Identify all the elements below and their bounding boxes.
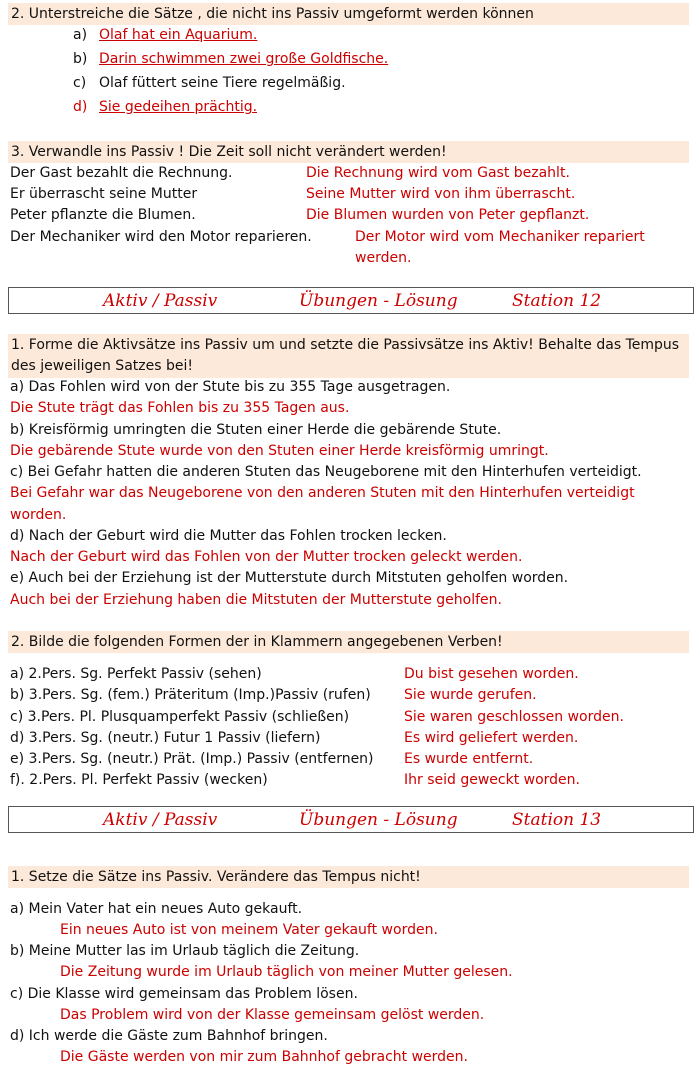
sec2-item-b bbox=[73, 49, 388, 70]
s12-answer-b: Die gebärende Stute wurde von den Stuten einer Herde kreisförmig umringt. bbox=[10, 443, 549, 459]
s12-form-a: a) 2.Pers. Sg. Perfekt Passiv (sehen) bbox=[10, 666, 262, 682]
sec3-active-3: Peter pflanzte die Blumen. bbox=[10, 207, 196, 223]
s12-task-2-heading: 2. Bilde die folgenden Formen der in Klammern angegebenen Verben! bbox=[8, 631, 689, 653]
item-text-underlined: Darin schwimmen zwei große Goldfische. bbox=[99, 51, 389, 67]
s12-form-e-answer: Es wurde entfernt. bbox=[404, 751, 534, 767]
item-letter: b) bbox=[73, 51, 88, 67]
s12-answer-c-cont: worden. bbox=[10, 507, 67, 523]
sec2-item-d bbox=[73, 97, 257, 118]
s12-form-d-answer: Es wird geliefert werden. bbox=[404, 730, 579, 746]
s12-form-a-answer: Du bist gesehen worden. bbox=[404, 666, 579, 682]
s13-question-c: c) Die Klasse wird gemeinsam das Problem lösen. bbox=[10, 986, 358, 1002]
s13-answer-a: Ein neues Auto ist von meinem Vater gekauft worden. bbox=[60, 922, 438, 938]
s12-form-b: b) 3.Pers. Sg. (fem.) Präteritum (Imp.)Passiv (rufen) bbox=[10, 687, 371, 703]
s12-task-1-heading: 1. Forme die Aktivsätze ins Passiv um und setzte die Passivsätze ins Aktiv! Behalte das Tempus des jeweiligen Satzes bei! bbox=[8, 334, 689, 378]
banner-station: Station 12 bbox=[512, 291, 602, 311]
s12-form-d: d) 3.Pers. Sg. (neutr.) Futur 1 Passiv (liefern) bbox=[10, 730, 321, 746]
station-13-banner bbox=[8, 806, 694, 833]
sec3-passive-2: Seine Mutter wird von ihm überrascht. bbox=[306, 186, 576, 202]
s12-line-a: a) Das Fohlen wird von der Stute bis zu 355 Tage ausgetragen. bbox=[10, 379, 451, 395]
s12-form-f-answer: Ihr seid geweckt worden. bbox=[404, 772, 580, 788]
s13-answer-c: Das Problem wird von der Klasse gemeinsam gelöst werden. bbox=[60, 1007, 485, 1023]
s12-form-c-answer: Sie waren geschlossen worden. bbox=[404, 709, 624, 725]
station-12-banner bbox=[8, 287, 694, 314]
s13-answer-d: Die Gäste werden von mir zum Bahnhof gebracht werden. bbox=[60, 1049, 468, 1065]
s12-form-e: e) 3.Pers. Sg. (neutr.) Prät. (Imp.) Passiv (entfernen) bbox=[10, 751, 374, 767]
banner-subtitle: Übungen - Lösung bbox=[299, 810, 458, 830]
s12-answer-a: Die Stute trägt das Fohlen bis zu 355 Tagen aus. bbox=[10, 400, 350, 416]
sec3-passive-4-cont: werden. bbox=[355, 250, 412, 266]
item-text-underlined: Sie gedeihen prächtig. bbox=[99, 99, 258, 115]
sec2-item-a bbox=[73, 25, 257, 46]
s12-form-b-answer: Sie wurde gerufen. bbox=[404, 687, 537, 703]
item-letter: a) bbox=[73, 27, 88, 43]
s12-answer-e: Auch bei der Erziehung haben die Mitstuten der Mutterstute geholfen. bbox=[10, 592, 502, 608]
s12-line-e: e) Auch bei der Erziehung ist der Mutterstute durch Mitstuten geholfen worden. bbox=[10, 570, 569, 586]
sec3-active-2: Er überrascht seine Mutter bbox=[10, 186, 198, 202]
item-text: Olaf füttert seine Tiere regelmäßig. bbox=[99, 75, 346, 91]
s13-task-1-heading: 1. Setze die Sätze ins Passiv. Verändere das Tempus nicht! bbox=[8, 866, 689, 888]
sec3-passive-3: Die Blumen wurden von Peter gepflanzt. bbox=[306, 207, 590, 223]
s12-line-c: c) Bei Gefahr hatten die anderen Stuten das Neugeborene mit den Hinterhufen verteidigt. bbox=[10, 464, 642, 480]
s13-question-b: b) Meine Mutter las im Urlaub täglich die Zeitung. bbox=[10, 943, 360, 959]
s12-line-d: d) Nach der Geburt wird die Mutter das Fohlen trocken lecken. bbox=[10, 528, 447, 544]
banner-subtitle: Übungen - Lösung bbox=[299, 291, 458, 311]
s13-question-d: d) Ich werde die Gäste zum Bahnhof bringen. bbox=[10, 1028, 328, 1044]
item-letter: d) bbox=[73, 99, 88, 115]
sec3-passive-4: Der Motor wird vom Mechaniker repariert bbox=[355, 229, 645, 245]
banner-topic: Aktiv / Passiv bbox=[103, 810, 218, 830]
sec3-passive-1: Die Rechnung wird vom Gast bezahlt. bbox=[306, 165, 570, 181]
item-text-underlined: Olaf hat ein Aquarium. bbox=[99, 27, 258, 43]
s12-answer-d: Nach der Geburt wird das Fohlen von der Mutter trocken geleckt werden. bbox=[10, 549, 523, 565]
banner-station: Station 13 bbox=[512, 810, 602, 830]
s12-answer-c: Bei Gefahr war das Neugeborene von den anderen Stuten mit den Hinterhufen verteidigt bbox=[10, 485, 635, 501]
s12-line-b: b) Kreisförmig umringten die Stuten einer Herde die gebärende Stute. bbox=[10, 422, 502, 438]
sec2-item-c bbox=[73, 73, 346, 94]
item-letter: c) bbox=[73, 75, 87, 91]
sec3-active-1: Der Gast bezahlt die Rechnung. bbox=[10, 165, 233, 181]
sec3-active-4: Der Mechaniker wird den Motor reparieren. bbox=[10, 229, 312, 245]
s12-form-f: f). 2.Pers. Pl. Perfekt Passiv (wecken) bbox=[10, 772, 268, 788]
s13-question-a: a) Mein Vater hat ein neues Auto gekauft. bbox=[10, 901, 303, 917]
section-3-heading: 3. Verwandle ins Passiv ! Die Zeit soll nicht verändert werden! bbox=[8, 141, 689, 163]
banner-topic: Aktiv / Passiv bbox=[103, 291, 218, 311]
s12-form-c: c) 3.Pers. Pl. Plusquamperfekt Passiv (schließen) bbox=[10, 709, 350, 725]
s13-answer-b: Die Zeitung wurde im Urlaub täglich von meiner Mutter gelesen. bbox=[60, 964, 513, 980]
section-2-heading: 2. Unterstreiche die Sätze , die nicht ins Passiv umgeformt werden können bbox=[8, 3, 689, 25]
